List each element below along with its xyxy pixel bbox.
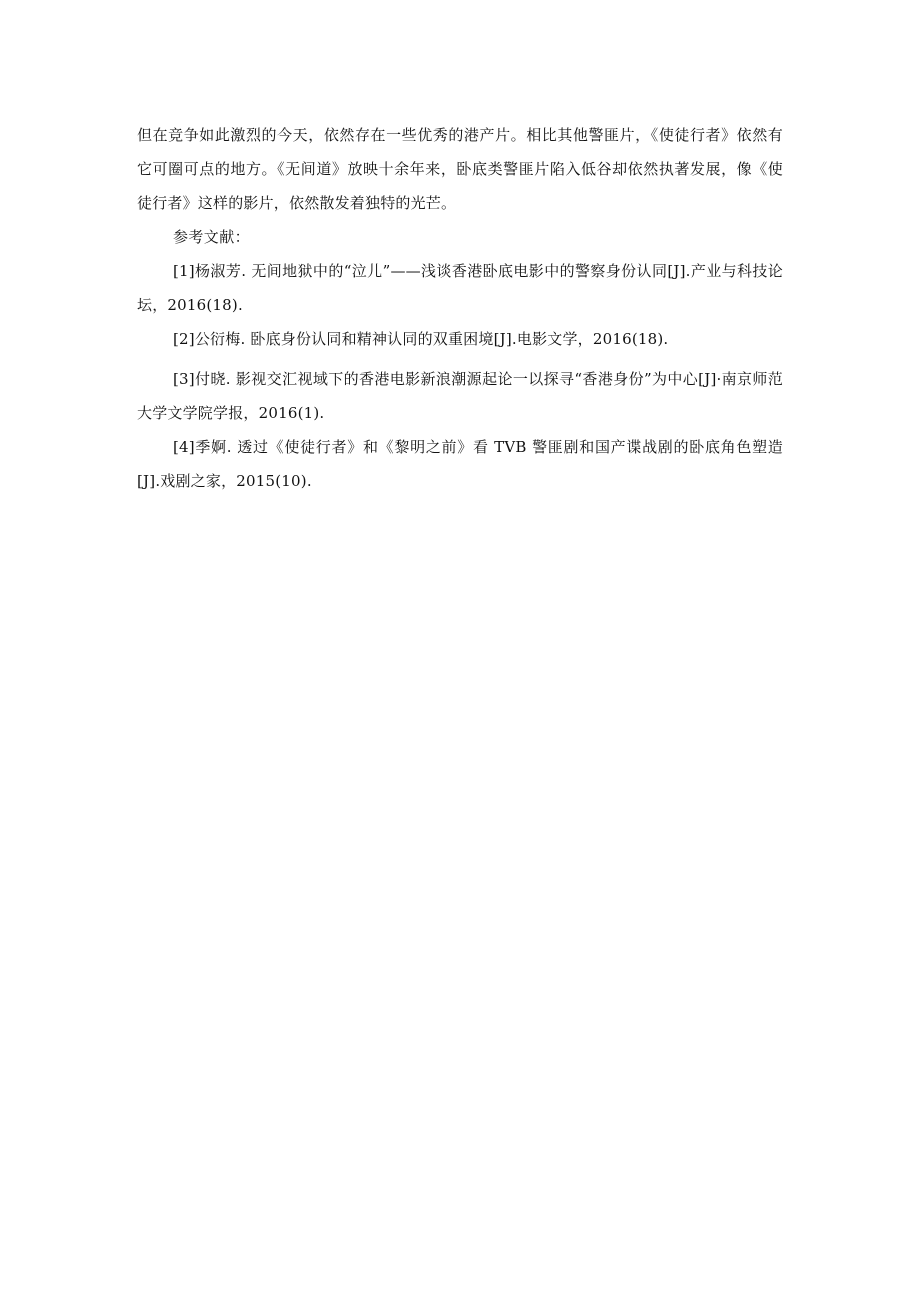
reference-item-4: [4]季婀. 透过《使徒行者》和《黎明之前》看 TVB 警匪剧和国产谍战剧的卧底角色塑造[J].戏剧之家，2015(10). xyxy=(137,438,783,490)
body-paragraph: 但在竞争如此激烈的今天，依然存在一些优秀的港产片。相比其他警匪片，《使徒行者》依然有它可圈可点的地方。《无间道》放映十余年来，卧底类警匪片陷入低谷却依然执著发展，像《使徒行者》这样的影片，依然散发着独特的光芒。 xyxy=(137,126,783,212)
reference-item-2: [2]公衍梅. 卧底身份认同和精神认同的双重困境[J].电影文学，2016(18). xyxy=(173,330,669,348)
reference-item-1: [1]杨淑芳. 无间地狱中的“泣儿”——浅谈香港卧底电影中的警察身份认同[J].产业与科技论坛，2016(18). xyxy=(137,262,783,314)
document-content xyxy=(137,118,783,498)
references-heading: 参考文献： xyxy=(173,228,251,246)
reference-item-3: [3]付晓. 影视交汇视域下的香港电影新浪潮源起论一以探寻“香港身份”为中心[J]·南京师范大学文学院学报，2016(1). xyxy=(137,370,783,422)
